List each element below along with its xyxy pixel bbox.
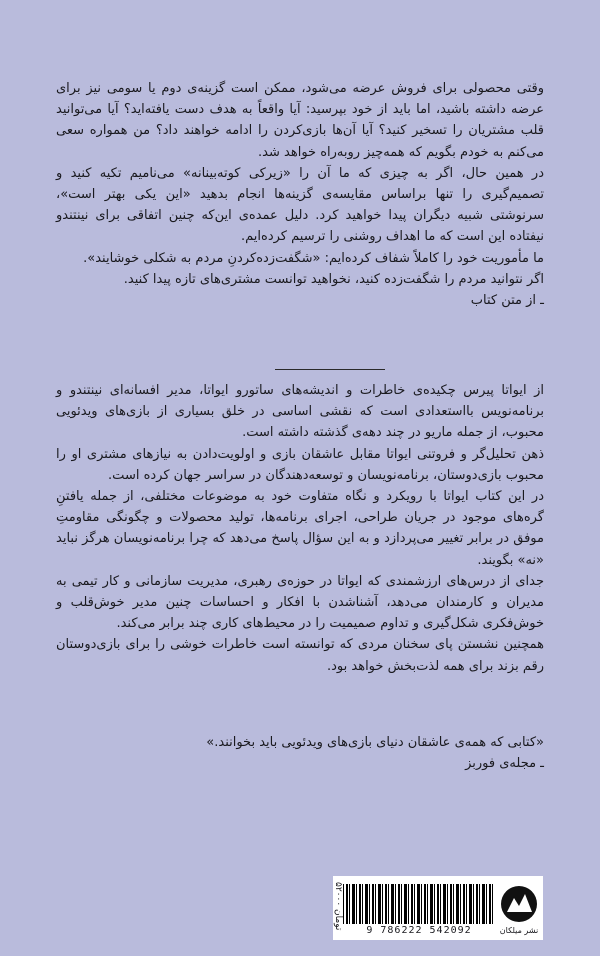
- barcode-image: [343, 884, 495, 924]
- excerpt-paragraph: ما مأموریت خود را کاملاً شفاف کرده‌ایم: «شگفت‌زده‌کردنِ مردم به شکلی خوشایند».: [83, 250, 544, 266]
- excerpt-attribution: ـ از متن کتاب: [470, 293, 544, 309]
- isbn-number: 9 786222 542092: [343, 925, 495, 936]
- description-paragraph: از ایواتا پیرس چکیده‌ی خاطرات و اندیشه‌های ساتورو ایواتا، مدیر افسانه‌ای نینتندو و برنامه‌نویس بااستعدادی است که نقشی اساسی در خلق بسیاری از بازی‌های ویدئویی محبوب، از جمله ماریو در چند دهه‌ی گذشته داشته است.: [56, 383, 544, 441]
- description-paragraph: ذهن تحلیل‌گر و فروتنی ایواتا مقابل عاشقان بازی و اولویت‌دادن به نیازهای مشتری او را محبوب بازی‌دوستان، برنامه‌نویسان و توسعه‌دهندگان در سراسر جهان کرده است.: [56, 446, 544, 483]
- excerpt-paragraph: در همین حال، اگر به چیزی که ما آن را «زیرکی کوته‌بینانه» می‌نامیم تکیه کنید و تصمیم‌گیری را تنها براساس مقایسه‌ی گزینه‌ها انجام بدهید «این یکی بهتر است»، سرنوشتی شبیه دیگران پیدا خواهید کرد. دلیل عمده‌ی این‌که چنین اتفاقی برای نینتندو نیفتاده این است که ما اهداف روشنی را ترسیم کرده‌ایم.: [56, 165, 544, 245]
- review-quote: «کتابی که همه‌ی عاشقان دنیای بازی‌های ویدئویی باید بخوانند.»: [206, 735, 544, 750]
- excerpt-paragraph: وقتی محصولی برای فروش عرضه می‌شود، ممکن است گزینه‌ی دوم یا سومی نیز برای عرضه داشته باشید، اما باید از خود بپرسید: آیا واقعاً به هدف دست یافته‌اید؟ آیا می‌توانید قلب مشتریان را تسخیر کنید؟ آیا آن‌ها بازی‌کردن را ادامه خواهند داد؟ من همواره سعی می‌کنم به خودم بگویم که همه‌چیز روبه‌راه خواهد شد.: [56, 81, 544, 160]
- publisher-name: نشر میلکان: [499, 926, 539, 935]
- book-excerpt: [56, 78, 544, 311]
- excerpt-paragraph: اگر نتوانید مردم را شگفت‌زده کنید، نخواهید توانست مشتری‌های تازه پیدا کنید.: [123, 271, 544, 287]
- section-divider: [275, 369, 385, 370]
- description-paragraph: جدای از درس‌های ارزشمندی که ایواتا در حوزه‌ی رهبری، مدیریت سازمانی و کار تیمی به مدیران و کارمندان می‌دهد، آشناشدن با افکار و احساسات چنین مدیر خوش‌قلب و خوش‌فکری شکل‌گیری و تداوم صمیمیت را در محیط‌های کاری چند برابر می‌کند.: [56, 573, 544, 632]
- description-paragraph: همچنین نشستن پای سخنان مردی که توانسته است خاطرات خوشی را برای بازی‌دوستان رقم بزند برای همه لذت‌بخش خواهد بود.: [56, 637, 544, 674]
- review-quote-block: [56, 732, 544, 774]
- price-label: ۵۲۰۰۰ تومان: [333, 882, 343, 931]
- description-paragraph: در این کتاب ایواتا با رویکرد و نگاه متفاوت خود به موضوعات مختلفی، از جمله یافتنِ گره‌های موجود در جریان طراحی، اجرای برنامه‌ها، تولید محصولات و چگونگی مقاومتِ موفق در برابر تغییر می‌پردازد و به این سؤال پاسخ می‌دهد که چرا برنامه‌نویسان هرگز نباید «نه» بگویند.: [56, 489, 544, 568]
- review-source: ـ مجله‌ی فوربز: [465, 756, 544, 772]
- barcode-label: [333, 876, 543, 940]
- book-description: [56, 380, 544, 677]
